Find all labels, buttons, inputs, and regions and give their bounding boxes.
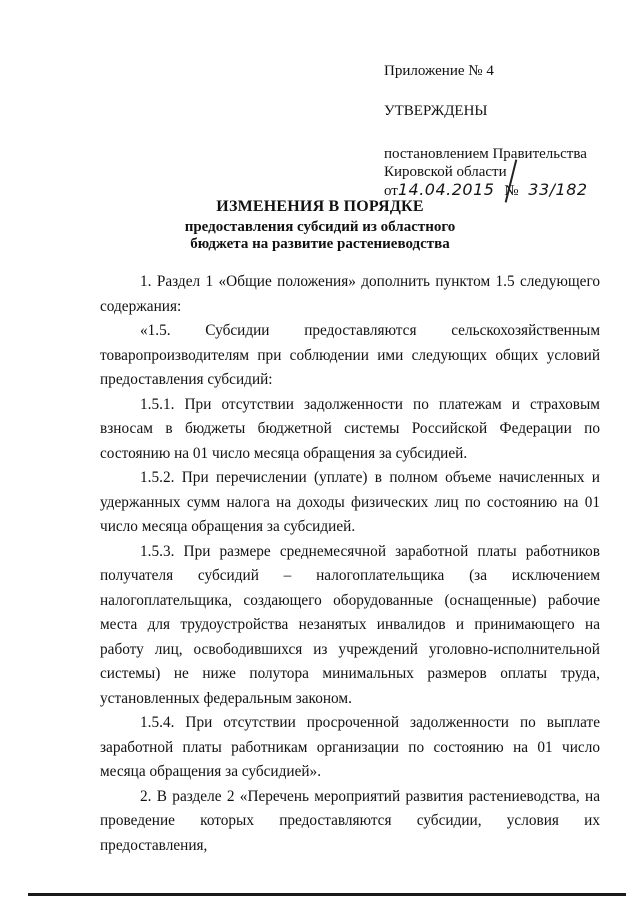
approved-label: УТВЕРЖДЕНЫ — [384, 103, 488, 119]
paragraph: 1.5.2. При перечислении (уплате) в полном объеме начисленных и удержанных сумм налога на доходы физических лиц по состоянию на 01 число месяца обращения за субсидией. — [100, 469, 600, 535]
number-sign: № — [504, 183, 519, 199]
bottom-rule — [28, 893, 626, 896]
document-subtitle-line-1: предоставления субсидий из областного — [184, 219, 456, 235]
paragraph: 2. В разделе 2 «Перечень мероприятий развития растениеводства, на проведение которых предоставляются субсидии, условия их предоставления, — [100, 787, 600, 854]
document-body — [100, 270, 600, 858]
resolution-line-1: постановлением Правительства — [384, 146, 587, 162]
paragraph: «1.5. Субсидии предоставляются сельскохозяйственным товаропроизводителям при соблюдении ими следующих общих условий предоставления субсидий: — [100, 322, 600, 388]
handwritten-date: 14.04.2015 — [397, 180, 495, 199]
resolution-line-2: Кировской области — [384, 164, 507, 180]
handwritten-number: 33/182 — [528, 180, 588, 199]
appendix-label: Приложение № 4 — [384, 63, 494, 79]
document-title: ИЗМЕНЕНИЯ В ПОРЯДКЕ — [216, 198, 424, 215]
paragraph: 1.5.4. При отсутствии просроченной задолженности по выплате заработной платы работникам организации по состоянию на 01 число месяца обращения за субсидией». — [100, 714, 600, 780]
paragraph: 1.5.1. При отсутствии задолженности по платежам и страховым взносам в бюджеты бюджетной системы Российской Федерации по состоянию на 01 число месяца обращения за субсидией. — [100, 395, 600, 462]
resolution-block — [384, 145, 588, 201]
paragraph: 1.5.3. При размере среднемесячной заработной платы работников получателя субсидий – налогоплательщика (за исключением налогоплательщика, создающего оборудованные (оснащенные) рабочие места для трудоустройства незанятых инвалидов и принимающего на работу лиц, освободившихся из учреждений уголовно-исполнительной системы) не ниже полутора минимальных размеров оплаты труда, установленных федеральным законом. — [100, 542, 600, 707]
paragraph: 1. Раздел 1 «Общие положения» дополнить пунктом 1.5 следующего содержания: — [100, 273, 600, 315]
document-subtitle-line-2: бюджета на развитие растениеводства — [190, 236, 450, 252]
date-prefix: от — [384, 183, 398, 199]
